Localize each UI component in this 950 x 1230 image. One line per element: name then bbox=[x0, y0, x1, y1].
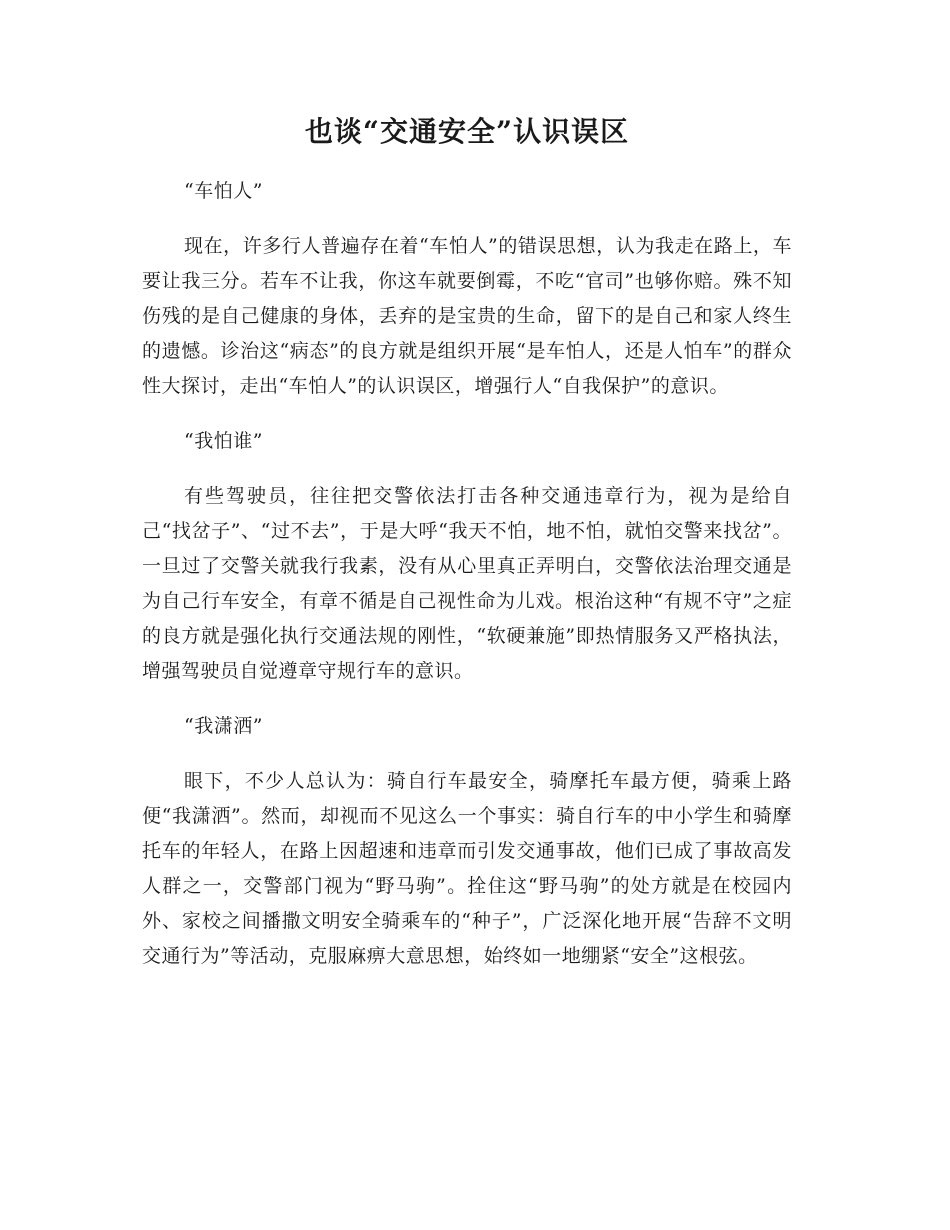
section-heading: “我怕谁” bbox=[184, 430, 263, 452]
section-car-fears-people bbox=[142, 174, 792, 404]
section-who-do-i-fear bbox=[142, 424, 792, 689]
section-heading: “我潇洒” bbox=[184, 715, 263, 737]
section-heading: “车怕人” bbox=[184, 180, 263, 202]
section-paragraph: 现在，许多行人普遍存在着“车怕人”的错误思想，认为我走在路上，车要让我三分。若车不让我，你这车就要倒霉，不吃“官司”也够你赔。殊不知伤残的是自己健康的身体，丢弃的是宝贵的生命，留下的是自己和家人终生的遗憾。诊治这“病态”的良方就是组织开展“是车怕人，还是人怕车”的群众性大探讨，走出“车怕人”的认识误区，增强行人“自我保护”的意识。 bbox=[142, 235, 792, 397]
document-title: 也谈“交通安全”认识误区 bbox=[304, 115, 630, 148]
document-page bbox=[142, 112, 792, 994]
section-i-am-carefree bbox=[142, 709, 792, 974]
section-paragraph: 眼下，不少人总认为：骑自行车最安全，骑摩托车最方便，骑乘上路便“我潇洒”。然而，却视而不见这么一个事实：骑自行车的中小学生和骑摩托车的年轻人，在路上因超速和违章而引发交通事故，他们已成了事故高发人群之一，交警部门视为“野马驹”。拴住这“野马驹”的处方就是在校园内外、家校之间播撒文明安全骑乘车的“种子”，广泛深化地开展“告辞不文明交通行为”等活动，克服麻痹大意思想，始终如一地绷紧“安全”这根弦。 bbox=[142, 770, 792, 967]
section-paragraph: 有些驾驶员，往往把交警依法打击各种交通违章行为，视为是给自己“找岔子”、“过不去”，于是大呼“我天不怕，地不怕，就怕交警来找岔”。一旦过了交警关就我行我素，没有从心里真正弄明白，交警依法治理交通是为自己行车安全，有章不循是自己视性命为儿戏。根治这种“有规不守”之症的良方就是强化执行交通法规的刚性，“软硬兼施”即热情服务又严格执法，增强驾驶员自觉遵章守规行车的意识。 bbox=[142, 485, 792, 682]
